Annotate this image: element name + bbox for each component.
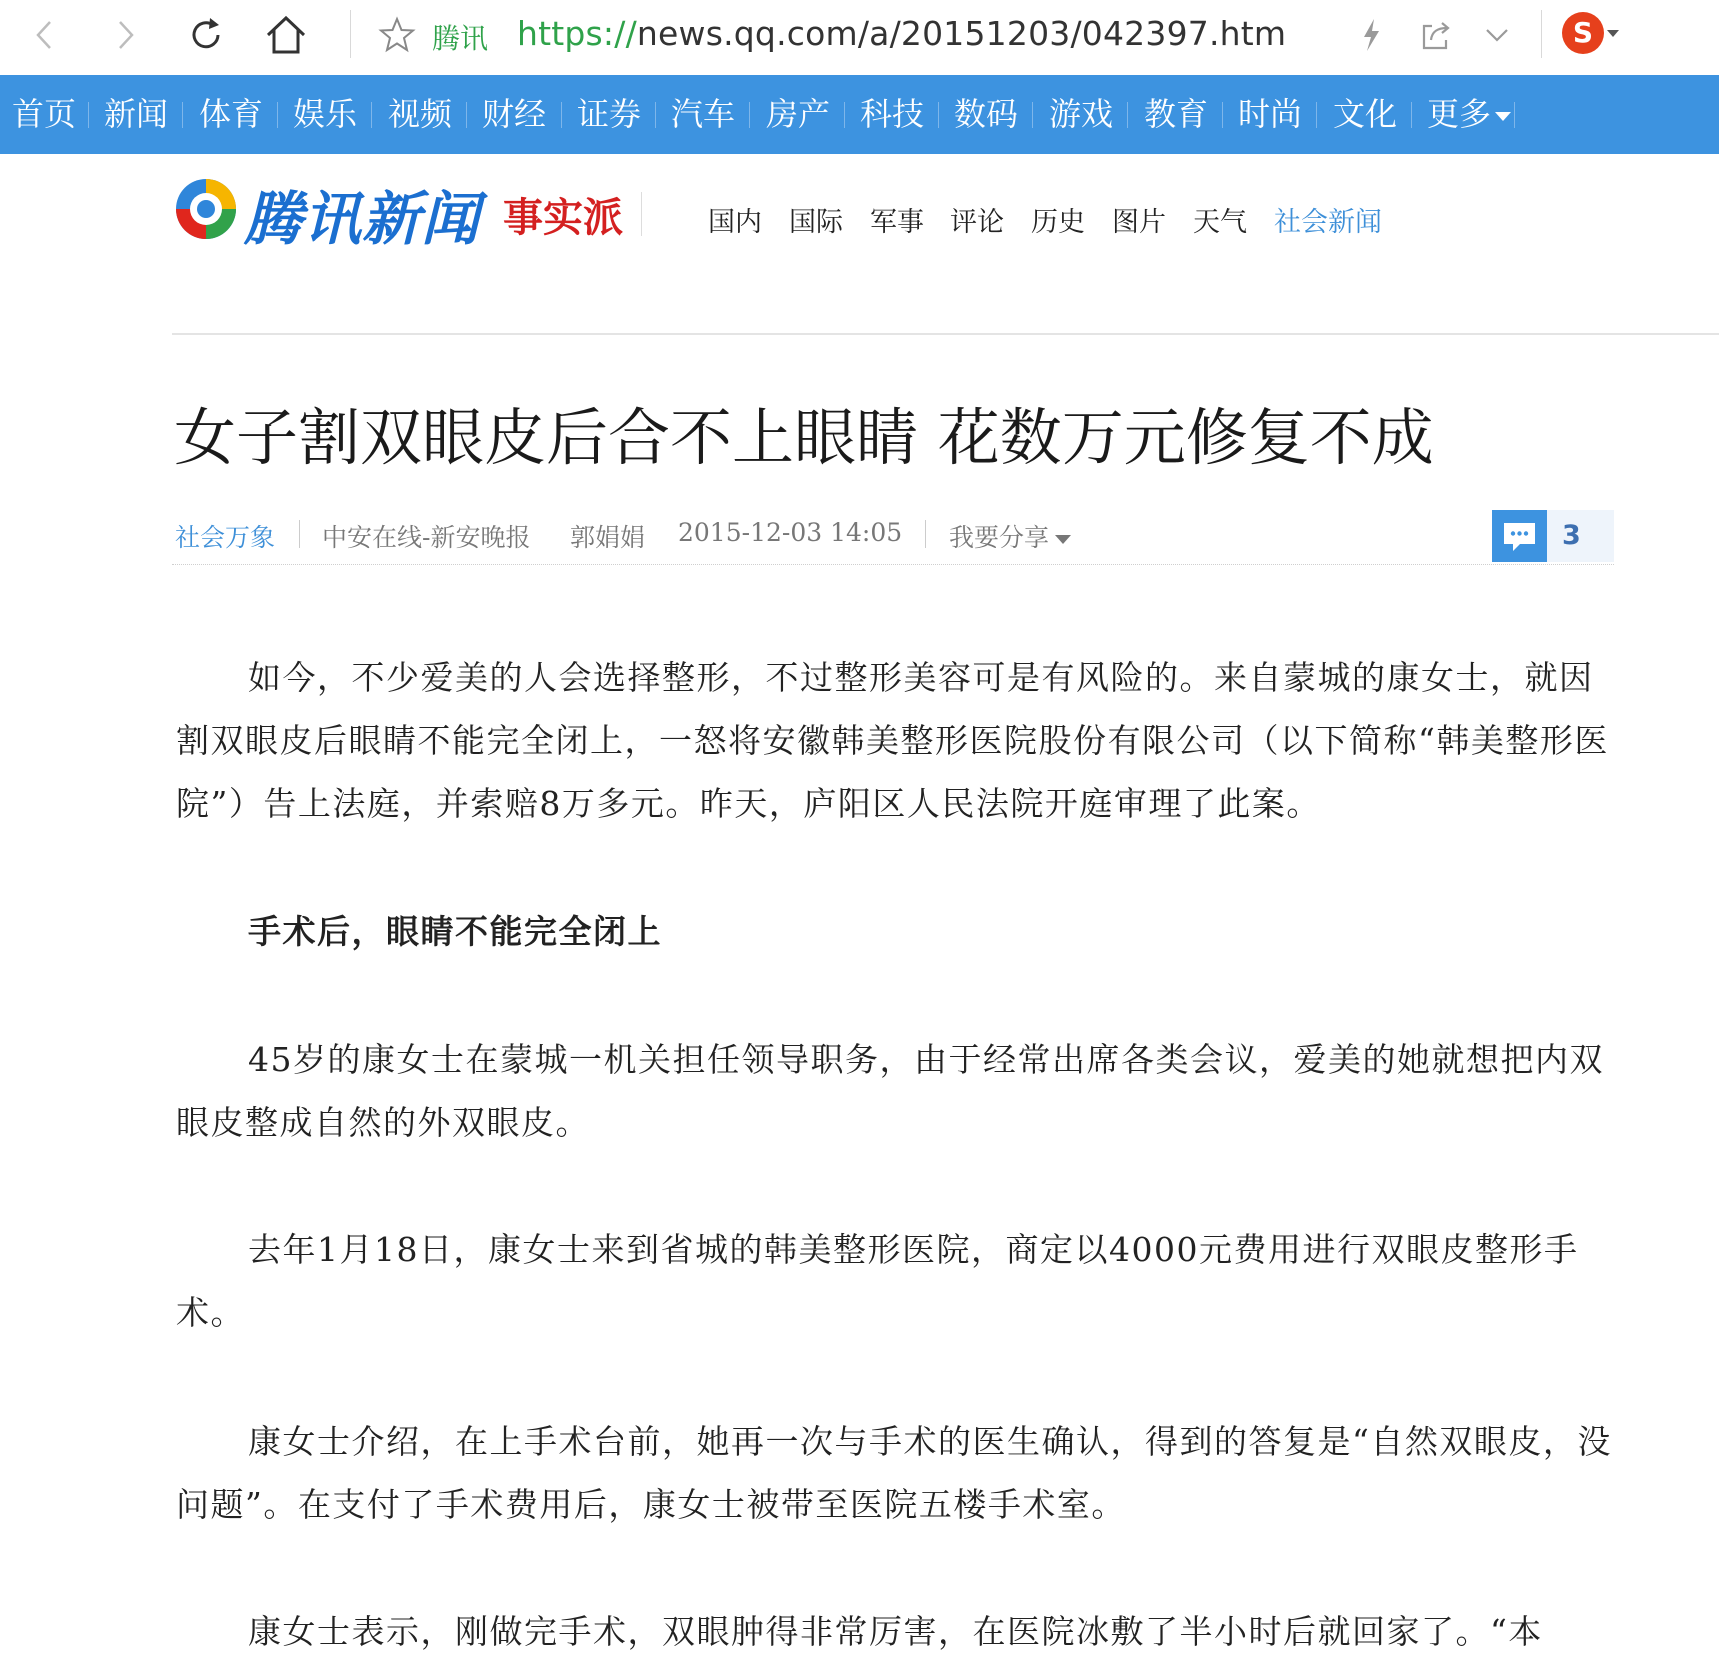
meta-divider [299, 520, 300, 548]
comment-bubble-icon [1492, 510, 1547, 562]
channel-divider [1222, 102, 1223, 128]
article-datetime: 2015-12-03 14:05 [678, 518, 903, 547]
channel-sports[interactable]: 体育 [199, 95, 264, 133]
tencent-news-logo-icon[interactable] [172, 175, 240, 243]
url-protocol: https:// [517, 14, 637, 53]
share-label: 我要分享 [949, 523, 1050, 552]
meta-divider-line [172, 564, 1614, 565]
article-paragraph: 去年1月18日，康女士来到省城的韩美整形医院，商定以4000元费用进行双眼皮整形手术。 [176, 1230, 1579, 1332]
address-bar[interactable] [517, 14, 1286, 53]
channel-home[interactable]: 首页 [12, 95, 77, 133]
caret-down-icon [1495, 112, 1511, 121]
channel-tech[interactable]: 科技 [860, 95, 925, 133]
subnav-weather[interactable]: 天气 [1193, 207, 1247, 238]
back-icon[interactable] [22, 12, 68, 58]
subnav-military[interactable]: 军事 [870, 207, 924, 238]
channel-digital[interactable]: 数码 [954, 95, 1019, 133]
browser-toolbar [0, 0, 1719, 75]
sogou-extension-icon[interactable]: S [1562, 12, 1604, 54]
article-source[interactable]: 中安在线-新安晚报 [322, 523, 531, 552]
toolbar-divider [1541, 10, 1542, 58]
site-logo-text[interactable]: 腾讯新闻 [244, 185, 481, 253]
channel-divider [1127, 102, 1128, 128]
meta-divider [925, 520, 926, 548]
channel-education[interactable]: 教育 [1144, 95, 1209, 133]
article-paragraph: 45岁的康女士在蒙城一机关担任领导职务，由于经常出席各类会议，爱美的她就想把内双眼皮整成自然的外双眼皮。 [176, 1040, 1604, 1142]
channel-divider [561, 102, 562, 128]
header-divider-line [172, 333, 1719, 335]
subnav-society-news[interactable]: 社会新闻 [1274, 207, 1382, 238]
channel-nav-bar [0, 75, 1719, 154]
channel-divider [1411, 102, 1412, 128]
channel-divider [1316, 102, 1317, 128]
channel-games[interactable]: 游戏 [1049, 95, 1114, 133]
share-menu-button[interactable] [949, 518, 1071, 554]
article-author: 郭娟娟 [570, 523, 646, 552]
channel-news[interactable]: 新闻 [104, 95, 169, 133]
share-icon[interactable] [1417, 16, 1455, 54]
article-subheading: 手术后，眼睛不能完全闭上 [248, 912, 662, 951]
channel-divider [844, 102, 845, 128]
channel-more-menu[interactable] [1427, 75, 1511, 154]
toolbar-divider [350, 10, 351, 58]
article-paragraph: 康女士表示，刚做完手术，双眼肿得非常厉害，在医院冰敷了半小时后就回家了。“本 [248, 1612, 1543, 1651]
channel-entertainment[interactable]: 娱乐 [293, 95, 358, 133]
channel-more-label: 更多 [1427, 95, 1492, 133]
forward-icon[interactable] [102, 12, 148, 58]
subnav-commentary[interactable]: 评论 [950, 207, 1004, 238]
subnav-domestic[interactable]: 国内 [708, 207, 762, 238]
reload-icon[interactable] [183, 12, 229, 58]
site-logo-subtitle: 事实派 [503, 194, 623, 241]
caret-down-icon [1055, 535, 1071, 544]
home-icon[interactable] [263, 12, 309, 58]
lightning-icon[interactable] [1352, 16, 1390, 54]
article-headline: 女子割双眼皮后合不上眼睛 花数万元修复不成 [174, 401, 1434, 474]
dropdown-chevron-icon[interactable] [1478, 16, 1516, 54]
channel-divider [1032, 102, 1033, 128]
channel-divider [655, 102, 656, 128]
channel-divider [938, 102, 939, 128]
channel-house[interactable]: 房产 [766, 95, 831, 133]
channel-video[interactable]: 视频 [388, 95, 453, 133]
channel-stocks[interactable]: 证券 [577, 95, 642, 133]
comment-count-button[interactable] [1492, 510, 1614, 562]
channel-culture[interactable]: 文化 [1333, 95, 1398, 133]
header-divider [641, 192, 642, 236]
site-security-label: 腾讯 [432, 22, 489, 55]
article-paragraph: 康女士介绍，在上手术台前，她再一次与手术的医生确认，得到的答复是“自然双眼皮，没问题”。在支付了手术费用后，康女士被带至医院五楼手术室。 [176, 1422, 1612, 1524]
channel-fashion[interactable]: 时尚 [1238, 95, 1303, 133]
channel-divider [182, 102, 183, 128]
channel-divider [277, 102, 278, 128]
url-path: news.qq.com/a/20151203/042397.htm [636, 14, 1287, 53]
channel-divider [1514, 102, 1515, 128]
channel-auto[interactable]: 汽车 [671, 95, 736, 133]
article-category-link[interactable]: 社会万象 [175, 523, 276, 552]
bookmark-star-icon[interactable] [378, 16, 416, 54]
article-paragraph: 如今，不少爱美的人会选择整形，不过整形美容可是有风险的。来自蒙城的康女士，就因割双眼皮后眼睛不能完全闭上，一怒将安徽韩美整形医院股份有限公司（以下简称“韩美整形医院”）告上法庭，并索赔8万多元。昨天，庐阳区人民法院开庭审理了此案。 [176, 658, 1609, 823]
channel-finance[interactable]: 财经 [482, 95, 547, 133]
channel-divider [371, 102, 372, 128]
channel-divider [88, 102, 89, 128]
channel-divider [466, 102, 467, 128]
subnav-pictures[interactable]: 图片 [1112, 207, 1166, 238]
subnav-international[interactable]: 国际 [789, 207, 843, 238]
comment-count: 3 [1562, 520, 1581, 551]
extension-menu-caret-icon[interactable] [1607, 30, 1619, 37]
channel-divider [749, 102, 750, 128]
subnav-history[interactable]: 历史 [1031, 207, 1085, 238]
